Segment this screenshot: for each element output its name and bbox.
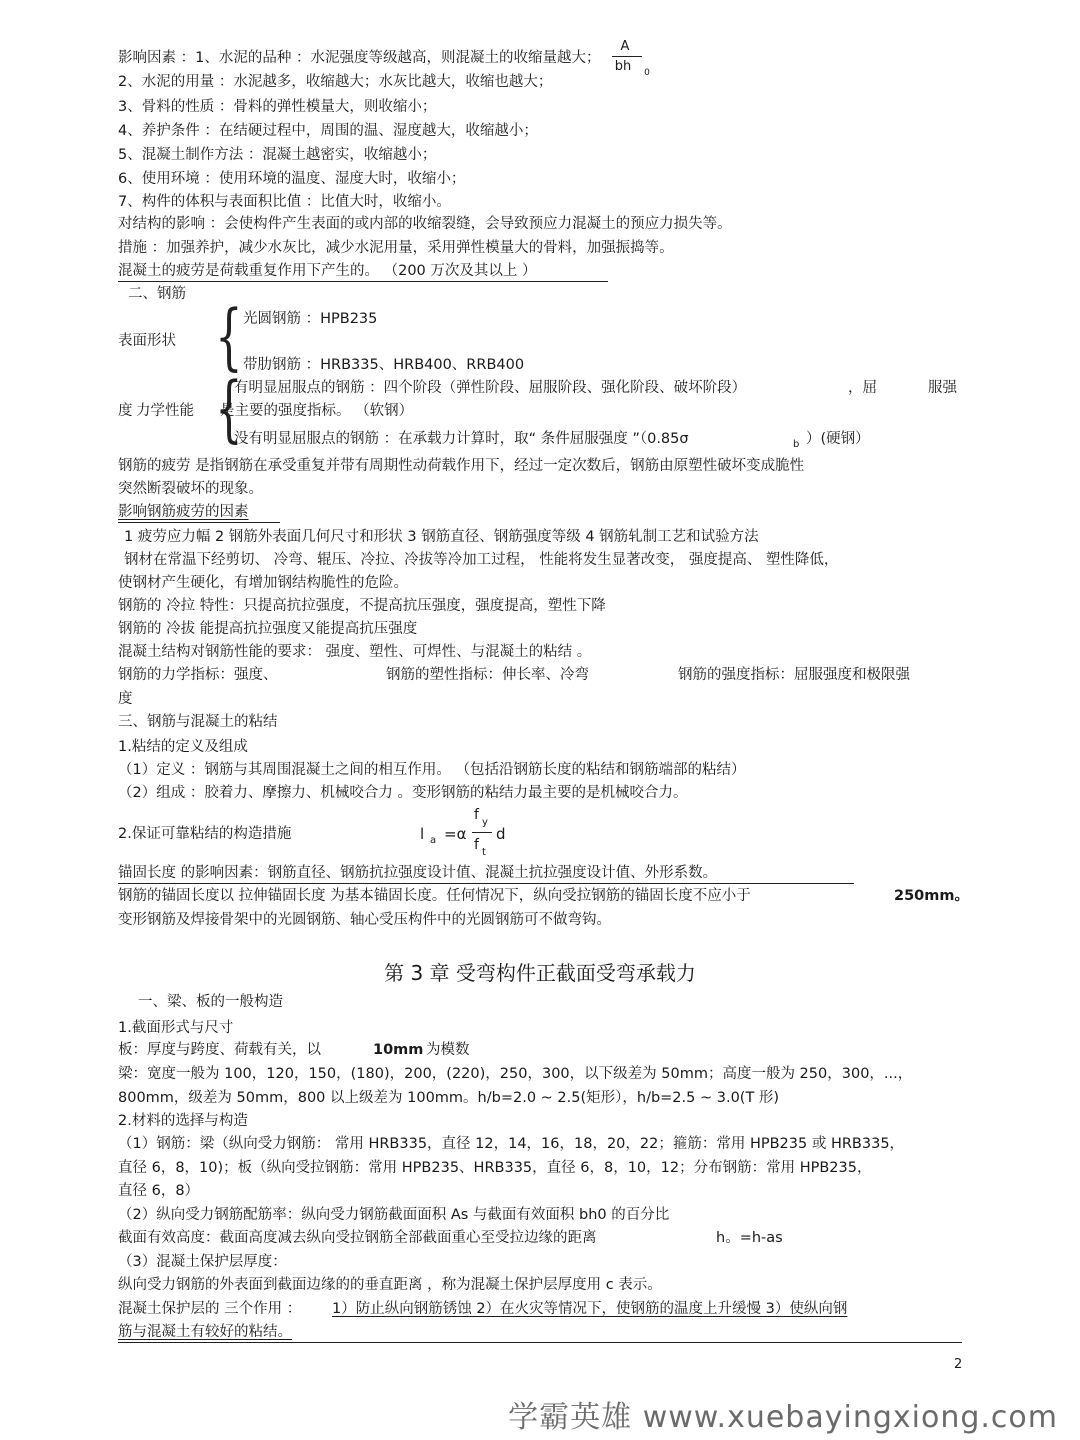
- section-heading: 二、钢筋: [128, 286, 186, 302]
- text-line: 有明显屈服点的钢筋 ：四个阶段（弹性阶段、屈服阶段、强化阶段、破坏阶段）: [234, 380, 747, 396]
- text-line: 2.保证可靠粘结的构造措施: [118, 826, 292, 842]
- formula-denominator-subscript: t: [482, 847, 486, 858]
- text-line: 钢筋的疲劳 是指钢筋在承受重复并带有周期性动荷载作用下，经过一定次数后，钢筋由原塑性破坏变成脆性: [118, 458, 805, 474]
- text-line: 5、混凝土制作方法 ：混凝土越密实，收缩越小；: [118, 147, 437, 163]
- formula-denominator: bh: [614, 59, 632, 74]
- text-line: ）(硬钢）: [806, 431, 870, 447]
- text-line: 2、水泥的用量 ：水泥越多，收缩越大；水灰比越大，收缩也越大；: [118, 74, 553, 90]
- formula-denominator: f: [474, 837, 479, 853]
- text-line: 钢筋的力学指标：强度、: [118, 667, 278, 683]
- text-line: 为模数: [426, 1042, 470, 1058]
- text-line: 纵向受力钢筋的外表面到截面边缘的的垂直距离 ，称为混凝土保护层厚度用 c 表示。: [118, 1277, 662, 1293]
- text-line: 1.粘结的定义及组成: [118, 739, 248, 755]
- text-line: 板：厚度与跨度、荷载有关，以: [118, 1042, 321, 1058]
- brace-symbol: {: [215, 294, 243, 378]
- section-heading: 三、钢筋与混凝土的粘结: [118, 714, 278, 730]
- text-line: 直径 6，8）: [118, 1183, 200, 1199]
- text-line: 钢筋的塑性指标：伸长率、冷弯: [386, 667, 589, 683]
- text-line: 光圆钢筋 ：HPB235: [243, 311, 378, 327]
- text-line: 钢筋的 冷拉 特性：只提高抗拉强度，不提高抗压强度，强度提高，塑性下降: [118, 598, 606, 614]
- text-line: （1）钢筋：梁（纵向受力钢筋： 常用 HRB335，直径 12，14，16，18，20，22；箍筋：常用 HPB235 或 HRB335，: [118, 1136, 905, 1152]
- formula-bar: [472, 832, 492, 833]
- text-line: 服强: [928, 380, 957, 396]
- text-line: 1.截面形式与尺寸: [118, 1020, 234, 1036]
- formula-subscript: 0: [644, 68, 650, 78]
- watermark: 学霸英雄 www.xuebayingxiong.com: [508, 1400, 1058, 1435]
- text-line: 度: [118, 403, 133, 419]
- text-line: （1）定义 ：钢筋与其周围混凝土之间的相互作用。 （包括沿钢筋长度的粘结和钢筋端部的粘结）: [118, 762, 746, 778]
- text-line: 是主要的强度指标。 （软钢）: [220, 403, 414, 419]
- formula-lhs-subscript: a: [430, 835, 437, 846]
- text-line: 钢材在常温下经剪切、 冷弯、辊压、冷拉、冷拔等冷加工过程， 性能将发生显著改变， 强度提高、 塑性降低，: [124, 552, 839, 568]
- text-line: 7、构件的体积与表面积比值 ：比值大时，收缩小。: [118, 194, 451, 210]
- text-line: 钢筋的强度指标：屈服强度和极限强: [678, 667, 910, 683]
- text-line-underlined: 影响钢筋疲劳的因素: [118, 504, 249, 520]
- formula-bar: [612, 56, 642, 57]
- text-line: 1 疲劳应力幅 2 钢筋外表面几何尺寸和形状 3 钢筋直径、钢筋强度等级 4 钢筋轧制工艺和试验方法: [124, 529, 759, 545]
- text-line-underlined: 筋与混凝土有较好的粘结。: [118, 1324, 292, 1340]
- underline-rule: [118, 883, 854, 884]
- subscript: b: [793, 439, 800, 450]
- text-line: 力学性能: [136, 403, 194, 419]
- formula-equals: =α: [444, 825, 467, 843]
- underline-rule: [118, 281, 608, 282]
- text-line: 使钢材产生硬化，有增加钢结构脆性的危险。: [118, 575, 408, 591]
- text-line: 钢筋的锚固长度以 拉伸锚固长度 为基本锚固长度。任何情况下，纵向受拉钢筋的锚固长度不应小于: [118, 888, 751, 904]
- text-line: 混凝土保护层的 三个作用 ：: [118, 1301, 302, 1317]
- text-line: 对结构的影响 ：会使构件产生表面的或内部的收缩裂缝，会导致预应力混凝土的预应力损失等。: [118, 216, 732, 232]
- text-line: 截面有效高度：截面高度减去纵向受拉钢筋全部截面重心至受拉边缘的距离: [118, 1230, 597, 1246]
- text-line: 没有明显屈服点的钢筋 ：在承载力计算时，取“ 条件屈服强度 ”（0.85σ: [234, 431, 689, 447]
- formula-lhs: l: [420, 825, 425, 843]
- text-line: 2.材料的选择与构造: [118, 1113, 248, 1129]
- text-line: h。=h-as: [716, 1230, 783, 1246]
- text-line: 表面形状: [118, 333, 176, 349]
- underline-rule: [118, 1342, 962, 1343]
- chapter-title: 第 3 章 受弯构件正截面受弯承载力: [384, 961, 696, 985]
- formula-numerator: A: [620, 39, 630, 54]
- text-line: 3、骨料的性质 ：骨料的弹性模量大，则收缩小；: [118, 99, 437, 115]
- text-line: 度: [118, 691, 133, 707]
- text-line: 梁：宽度一般为 100，120，150，(180)，200，(220)，250，300，以下级差为 50mm；高度一般为 250，300，...，: [118, 1066, 913, 1082]
- text-line: ，屈: [848, 380, 877, 396]
- formula-numerator-subscript: y: [482, 817, 488, 828]
- underline-rule: [118, 522, 280, 523]
- section-heading: 一、梁、板的一般构造: [138, 994, 283, 1010]
- text-line: 变形钢筋及焊接骨架中的光圆钢筋、轴心受压构件中的光圆钢筋可不做弯钩。: [118, 912, 611, 928]
- formula-numerator: f: [474, 807, 479, 823]
- text-line: 混凝土结构对钢筋性能的要求： 强度、塑性、可焊性、与混凝土的粘结 。: [118, 644, 592, 660]
- text-line-bold: 250mm。: [894, 888, 969, 904]
- text-line: 影响因素 ：1、水泥的品种 ：水泥强度等级越高，则混凝土的收缩量越大；: [118, 50, 601, 66]
- text-line: 钢筋的 冷拔 能提高抗拉强度又能提高抗压强度: [118, 621, 418, 637]
- text-line: （2）纵向受力钢筋配筋率：纵向受力钢筋截面面积 As 与截面有效面积 bh0 的百分比: [118, 1207, 670, 1223]
- text-line: 锚固长度 的影响因素：钢筋直径、钢筋抗拉强度设计值、混凝土抗拉强度设计值、外形系数。: [118, 865, 718, 881]
- text-line: 措施 ：加强养护，减少水灰比，减少水泥用量，采用弹性模量大的骨料，加强振捣等。: [118, 240, 674, 256]
- page-number: 2: [954, 1357, 963, 1372]
- text-line: 4、养护条件 ：在结硬过程中，周围的温、湿度越大，收缩越小；: [118, 123, 538, 139]
- text-line: 混凝土的疲劳是荷载重复作用下产生的。 （200 万次及其以上 ）: [118, 263, 537, 279]
- text-line: 突然断裂破坏的现象。: [118, 481, 263, 497]
- text-line-underlined: 1）防止纵向钢筋锈蚀 2）在火灾等情况下，使钢筋的温度上升缓慢 3）使纵向钢: [332, 1301, 848, 1317]
- text-line: 800mm，级差为 50mm，800 以上级差为 100mm。h/b=2.0 ~ 2.5(矩形），h/b=2.5 ~ 3.0(T 形): [118, 1090, 780, 1106]
- text-line-bold: 10mm: [373, 1042, 424, 1058]
- text-line: （2）组成 ：胶着力、摩擦力、机械咬合力 。变形钢筋的粘结力最主要的是机械咬合力。: [118, 785, 688, 801]
- text-line: 6、使用环境 ：使用环境的温度、湿度大时，收缩小；: [118, 171, 466, 187]
- text-line: 直径 6，8，10)；板（纵向受拉钢筋：常用 HPB235、HRB335，直径 6，8，10，12；分布钢筋：常用 HPB235，: [118, 1160, 872, 1176]
- text-line: （3）混凝土保护层厚度：: [118, 1254, 287, 1270]
- text-line: 带肋钢筋 ：HRB335、HRB400、RRB400: [243, 357, 525, 373]
- formula-tail: d: [496, 825, 506, 843]
- brace-symbol: {: [215, 366, 243, 450]
